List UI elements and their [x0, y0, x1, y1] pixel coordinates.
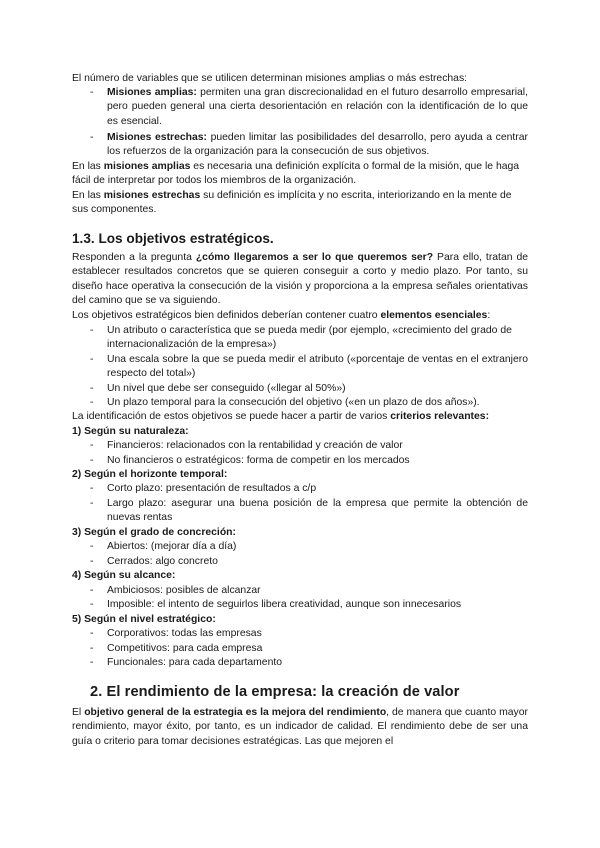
- criterion-item: Funcionales: para cada departamento: [107, 657, 283, 668]
- criterion-item: Abiertos: (mejorar día a día): [107, 541, 237, 552]
- bullet-dash: -: [90, 628, 94, 639]
- criterion-item: Largo plazo: asegurar una buena posición de la empresa que permite la obtención de nuevas rentas: [107, 498, 528, 524]
- bullet-dash: -: [90, 440, 94, 451]
- criterion-item: Corto plazo: presentación de resultados a c/p: [107, 483, 317, 494]
- bullet-dash: -: [90, 556, 94, 567]
- bullet-dash: -: [90, 585, 94, 596]
- element-item: Un atributo o característica que se pueda medir (por ejemplo, «crecimiento del grado de internacionalización de la empresa»): [107, 325, 512, 351]
- criterion-item: Cerrados: algo concreto: [107, 556, 218, 567]
- criterion-item: Ambiciosos: posibles de alcanzar: [107, 585, 261, 596]
- criterion-item: Corporativos: todas las empresas: [107, 628, 262, 639]
- section-heading-rendimiento: 2. El rendimiento de la empresa: la creación de valor: [90, 684, 460, 700]
- paragraph-elementos: Los objetivos estratégicos bien definidos deberían contener cuatro elementos esenciales:: [72, 310, 491, 321]
- bullet-dash: -: [90, 132, 94, 143]
- criterion-item: No financieros o estratégicos: forma de competir en los mercados: [107, 455, 410, 466]
- paragraph-misiones-amplias: En las misiones amplias es necesaria una definición explícita o formal de la misión, que le haga fácil de interpretar por todos los miembros de la organización.: [72, 161, 520, 187]
- bullet-misiones-amplias: Misiones amplias: permiten una gran discrecionalidad en el futuro desarrollo empresarial, pero pueden general una cierta desorientación en relación con la identificación de lo que es esencial.: [107, 87, 529, 127]
- criterion-label: 2) Según el horizonte temporal:: [72, 469, 228, 480]
- criterion-label: 3) Según el grado de concreción:: [72, 527, 236, 538]
- bullet-dash: -: [90, 354, 94, 365]
- paragraph-responden: Responden a la pregunta ¿cómo llegaremos a ser lo que queremos ser? Para ello, tratan de establecer resultados concretos que se quieren conseguir a corto y medio plazo. Por tanto, su diseño hace operativa la consecución de la visión y proporciona a la empresa señales orientativas del camino que se va siguiendo.: [72, 252, 529, 307]
- bullet-dash: -: [90, 397, 94, 408]
- criterion-item: Imposible: el intento de seguirlos libera creatividad, aunque son innecesarios: [107, 599, 462, 610]
- bullet-dash: -: [90, 383, 94, 394]
- element-item: Un plazo temporal para la consecución del objetivo («en un plazo de dos años»).: [107, 397, 480, 408]
- bullet-misiones-estrechas: Misiones estrechas: pueden limitar las posibilidades del desarrollo, pero ayuda a centrar los refuerzos de la organización para la consecución de sus objetivos.: [107, 132, 528, 158]
- element-item: Una escala sobre la que se pueda medir el atributo («porcentaje de ventas en el extranjero respecto del total»): [107, 354, 528, 380]
- paragraph-rendimiento: El objetivo general de la estrategia es la mejora del rendimiento, de manera que cuanto mayor rendimiento, mayor éxito, por tanto, es un indicador de calidad. El rendimiento debe de ser una guía o criterio para tomar decisiones estratégicas. Las que mejoren el: [72, 707, 528, 747]
- bullet-dash: -: [90, 325, 94, 336]
- criterion-label: 5) Según el nivel estratégico:: [72, 614, 216, 625]
- bullet-dash: -: [90, 541, 94, 552]
- paragraph-criterios: La identificación de estos objetivos se puede hacer a partir de varios criterios relevantes:: [72, 411, 490, 422]
- bullet-dash: -: [90, 498, 94, 509]
- paragraph-misiones-estrechas: En las misiones estrechas su definición es implícita y no escrita, interiorizando en la mente de sus componentes.: [72, 190, 512, 216]
- bullet-dash: -: [90, 483, 94, 494]
- element-item: Un nivel que debe ser conseguido («llegar al 50%»): [107, 383, 346, 394]
- intro-line: El número de variables que se utilicen determinan misiones amplias o más estrechas:: [72, 73, 468, 84]
- criterion-item: Competitivos: para cada empresa: [107, 643, 263, 654]
- bullet-dash: -: [90, 455, 94, 466]
- bullet-dash: -: [90, 87, 94, 98]
- criterion-item: Financieros: relacionados con la rentabilidad y creación de valor: [107, 440, 403, 451]
- bullet-dash: -: [90, 643, 94, 654]
- criterion-label: 4) Según su alcance:: [72, 570, 176, 581]
- section-heading-objetivos: 1.3. Los objetivos estratégicos.: [72, 231, 274, 246]
- bullet-dash: -: [90, 657, 94, 668]
- criterion-label: 1) Según su naturaleza:: [72, 426, 189, 437]
- bullet-dash: -: [90, 599, 94, 610]
